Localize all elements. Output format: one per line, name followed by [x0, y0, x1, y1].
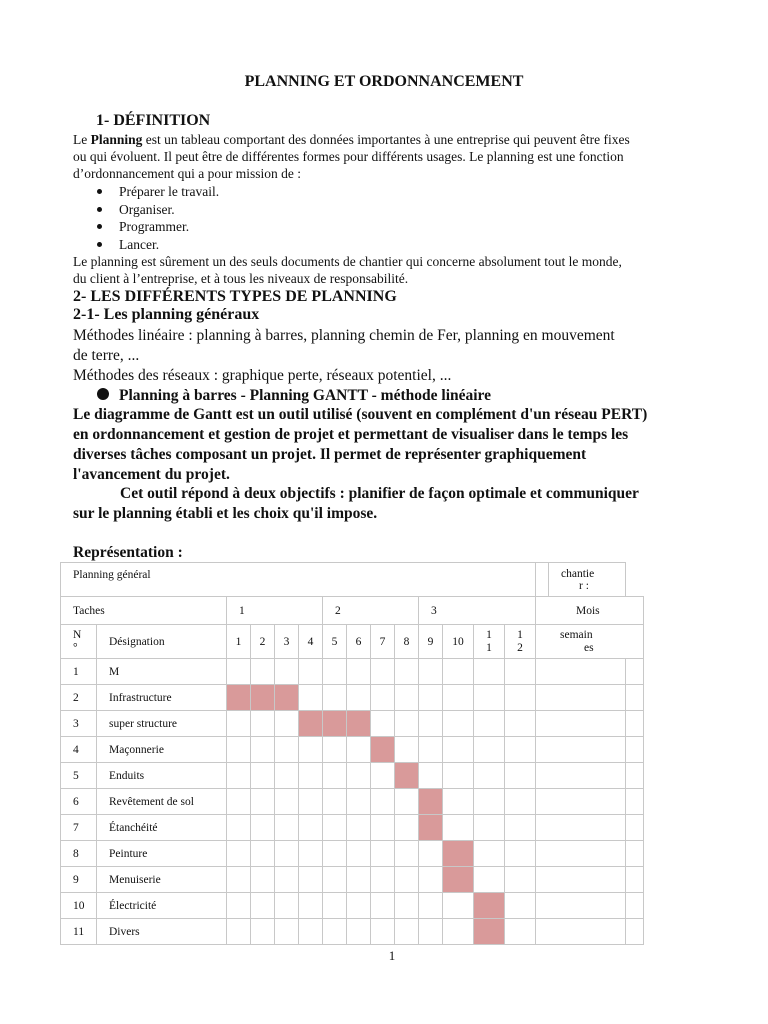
gantt-bar-cell	[419, 815, 443, 841]
definition-line-2: ou qui évoluent. Il peut être de différentes formes pour différents usages. Le planning est une fonction	[73, 149, 624, 164]
gantt-bar-cell	[474, 893, 505, 919]
gantt-cell	[323, 815, 347, 841]
gantt-cell	[443, 763, 474, 789]
bullet-item: Préparer le travail.	[97, 183, 219, 200]
planning-general-cell: Planning général	[61, 563, 536, 597]
gantt-cell	[419, 737, 443, 763]
gantt-cell	[474, 763, 505, 789]
gantt-cell	[251, 789, 275, 815]
gantt-cell	[371, 867, 395, 893]
week-header: 4	[299, 625, 323, 659]
gantt-cell	[275, 763, 299, 789]
gantt-cell	[536, 867, 626, 893]
month-header: 1	[227, 597, 323, 625]
task-name: M	[97, 659, 227, 685]
gantt-table	[60, 562, 644, 945]
methods-line: Méthodes des réseaux : graphique perte, réseaux potentiel, ...	[73, 367, 452, 384]
gantt-cell	[395, 711, 419, 737]
gantt-cell	[395, 867, 419, 893]
gantt-cell	[474, 685, 505, 711]
gantt-cell	[299, 685, 323, 711]
objectives-line: sur le planning établi et les choix qu'il impose.	[73, 505, 378, 522]
gantt-cell	[299, 789, 323, 815]
gantt-cell	[536, 893, 626, 919]
gantt-body	[61, 659, 644, 945]
week-header: 8	[395, 625, 419, 659]
gantt-cell	[227, 737, 251, 763]
gantt-cell	[626, 841, 644, 867]
gantt-cell	[299, 893, 323, 919]
gantt-cell	[474, 841, 505, 867]
gantt-cell	[275, 919, 299, 945]
gantt-cell	[275, 893, 299, 919]
gantt-cell	[371, 815, 395, 841]
gantt-cell	[227, 893, 251, 919]
task-number: 2	[61, 685, 97, 711]
task-number: 1	[61, 659, 97, 685]
gantt-cell	[626, 867, 644, 893]
gantt-cell	[395, 841, 419, 867]
gantt-paragraph-line: diverses tâches composant un projet. Il permet de représenter graphiquement	[73, 446, 587, 463]
gantt-cell	[395, 737, 419, 763]
gantt-heading: Planning à barres - Planning GANTT - méthode linéaire	[97, 386, 491, 406]
section-1-heading: 1- DÉFINITION	[96, 112, 211, 129]
gantt-cell	[275, 711, 299, 737]
table-week-row	[61, 625, 644, 659]
task-number: 9	[61, 867, 97, 893]
gantt-bar-cell	[227, 685, 251, 711]
gantt-cell	[299, 763, 323, 789]
task-name: Peinture	[97, 841, 227, 867]
definition-line-1: Le Planning est un tableau comportant des données importantes à une entreprise qui peuvent être fixes	[73, 132, 630, 147]
gantt-cell	[474, 815, 505, 841]
week-header: 1	[227, 625, 251, 659]
number-header: N °	[61, 625, 97, 659]
week-header: 7	[371, 625, 395, 659]
bullet-icon	[97, 242, 102, 247]
task-number: 6	[61, 789, 97, 815]
gantt-cell	[275, 841, 299, 867]
table-row	[61, 893, 644, 919]
month-header: 2	[323, 597, 419, 625]
gantt-cell	[419, 893, 443, 919]
section-2-heading: 2- LES DIFFÉRENTS TYPES DE PLANNING	[73, 288, 397, 305]
gantt-cell	[251, 737, 275, 763]
gantt-bar-cell	[474, 919, 505, 945]
gantt-cell	[323, 763, 347, 789]
gantt-cell	[371, 711, 395, 737]
gantt-cell	[371, 789, 395, 815]
gantt-cell	[443, 789, 474, 815]
gantt-cell	[251, 763, 275, 789]
gantt-cell	[626, 815, 644, 841]
table-row	[61, 659, 644, 685]
gantt-bar-cell	[395, 763, 419, 789]
week-header: 10	[443, 625, 474, 659]
gantt-cell	[347, 919, 371, 945]
gantt-cell	[419, 685, 443, 711]
gantt-cell	[626, 711, 644, 737]
task-name: super structure	[97, 711, 227, 737]
gantt-cell	[323, 919, 347, 945]
gantt-cell	[536, 737, 626, 763]
gantt-bar-cell	[275, 685, 299, 711]
gantt-cell	[505, 763, 536, 789]
gantt-cell	[371, 685, 395, 711]
table-row	[61, 789, 644, 815]
week-header: 1 1	[474, 625, 505, 659]
methods-line: Méthodes linéaire : planning à barres, planning chemin de Fer, planning en mouvement	[73, 327, 615, 344]
gantt-cell	[419, 763, 443, 789]
semaines-header: semain es	[536, 625, 644, 659]
gantt-cell	[474, 711, 505, 737]
week-header: 5	[323, 625, 347, 659]
gantt-cell	[371, 841, 395, 867]
gantt-cell	[536, 659, 626, 685]
table-row	[61, 737, 644, 763]
gantt-bar-cell	[299, 711, 323, 737]
task-number: 4	[61, 737, 97, 763]
gantt-cell	[371, 763, 395, 789]
gantt-cell	[505, 815, 536, 841]
week-header: 9	[419, 625, 443, 659]
page-title: PLANNING ET ORDONNANCEMENT	[244, 73, 524, 90]
gantt-cell	[347, 867, 371, 893]
gantt-cell	[395, 815, 419, 841]
month-header: 3	[419, 597, 536, 625]
planning-term: Planning	[90, 132, 143, 147]
bullet-item: Lancer.	[97, 236, 159, 253]
gantt-cell	[443, 815, 474, 841]
gantt-cell	[347, 659, 371, 685]
gantt-cell	[626, 685, 644, 711]
gantt-cell	[371, 659, 395, 685]
table-row	[61, 867, 644, 893]
gantt-cell	[419, 711, 443, 737]
task-name: Maçonnerie	[97, 737, 227, 763]
gantt-cell	[299, 815, 323, 841]
week-header: 6	[347, 625, 371, 659]
gantt-cell	[371, 919, 395, 945]
bullet-icon	[97, 388, 109, 400]
gantt-cell	[626, 763, 644, 789]
task-name: Électricité	[97, 893, 227, 919]
methods-line: de terre, ...	[73, 347, 140, 364]
gantt-cell	[347, 893, 371, 919]
gantt-cell	[251, 893, 275, 919]
objectives-line: Cet outil répond à deux objectifs : planifier de façon optimale et communiquer	[120, 485, 639, 502]
gantt-cell	[536, 841, 626, 867]
bullet-icon	[97, 189, 102, 194]
gantt-cell	[347, 789, 371, 815]
gantt-cell	[443, 685, 474, 711]
gantt-cell	[536, 789, 626, 815]
gantt-cell	[251, 815, 275, 841]
gantt-cell	[505, 659, 536, 685]
representation-label: Représentation :	[73, 544, 183, 561]
task-number: 10	[61, 893, 97, 919]
gantt-cell	[443, 919, 474, 945]
gantt-cell	[395, 659, 419, 685]
gantt-cell	[474, 789, 505, 815]
gantt-cell	[251, 659, 275, 685]
gantt-cell	[395, 685, 419, 711]
gantt-cell	[536, 919, 626, 945]
gantt-cell	[626, 659, 644, 685]
gantt-cell	[443, 893, 474, 919]
table-row	[61, 815, 644, 841]
task-name: Revêtement de sol	[97, 789, 227, 815]
gantt-cell	[275, 815, 299, 841]
gantt-cell	[626, 737, 644, 763]
gantt-cell	[443, 711, 474, 737]
task-name: Divers	[97, 919, 227, 945]
gantt-cell	[275, 789, 299, 815]
gantt-cell	[227, 867, 251, 893]
gantt-cell	[505, 789, 536, 815]
gantt-cell	[275, 659, 299, 685]
gantt-cell	[299, 659, 323, 685]
bullet-item: Programmer.	[97, 218, 189, 235]
gantt-cell	[536, 763, 626, 789]
gantt-cell	[323, 841, 347, 867]
gantt-cell	[227, 763, 251, 789]
table-row	[61, 841, 644, 867]
gantt-cell	[474, 867, 505, 893]
gantt-paragraph-line: en ordonnancement et gestion de projet et permettant de visualiser dans le temps les	[73, 426, 629, 443]
gantt-cell	[227, 711, 251, 737]
gantt-cell	[395, 893, 419, 919]
table-row	[61, 685, 644, 711]
gantt-cell	[347, 685, 371, 711]
gantt-cell	[299, 841, 323, 867]
gantt-cell	[371, 893, 395, 919]
gantt-cell	[227, 919, 251, 945]
gantt-cell	[323, 789, 347, 815]
gantt-cell	[323, 737, 347, 763]
gantt-cell	[443, 659, 474, 685]
task-number: 11	[61, 919, 97, 945]
gantt-cell	[251, 919, 275, 945]
gantt-cell	[299, 867, 323, 893]
gantt-cell	[227, 815, 251, 841]
gantt-cell	[536, 685, 626, 711]
gantt-bar-cell	[419, 789, 443, 815]
table-row	[61, 711, 644, 737]
gantt-bar-cell	[323, 711, 347, 737]
gantt-cell	[505, 841, 536, 867]
gantt-cell	[505, 867, 536, 893]
week-header: 1 2	[505, 625, 536, 659]
definition-line-3: d’ordonnancement qui a pour mission de :	[73, 166, 301, 181]
gantt-paragraph-line: Le diagramme de Gantt est un outil utilisé (souvent en complément d'un réseau PERT)	[73, 406, 648, 423]
gantt-cell	[505, 893, 536, 919]
gantt-bar-cell	[251, 685, 275, 711]
table-header-row	[61, 563, 644, 597]
gantt-cell	[347, 737, 371, 763]
gantt-cell	[626, 789, 644, 815]
task-name: Infrastructure	[97, 685, 227, 711]
gantt-cell	[505, 685, 536, 711]
task-number: 3	[61, 711, 97, 737]
gantt-cell	[323, 867, 347, 893]
table-row	[61, 919, 644, 945]
week-header: 3	[275, 625, 299, 659]
bullet-icon	[97, 224, 102, 229]
chantier-cell: chantie r :	[549, 563, 626, 597]
gantt-cell	[299, 737, 323, 763]
gantt-cell	[395, 789, 419, 815]
gantt-cell	[227, 659, 251, 685]
gantt-cell	[419, 919, 443, 945]
gantt-cell	[275, 737, 299, 763]
bullet-item: Organiser.	[97, 201, 175, 218]
taches-header: Taches	[61, 597, 227, 625]
gantt-bar-cell	[347, 711, 371, 737]
gantt-cell	[251, 711, 275, 737]
task-number: 8	[61, 841, 97, 867]
task-name: Enduits	[97, 763, 227, 789]
gantt-bar-cell	[443, 841, 474, 867]
gantt-cell	[443, 737, 474, 763]
table-row	[61, 763, 644, 789]
gantt-cell	[419, 841, 443, 867]
gantt-cell	[347, 763, 371, 789]
table-month-row	[61, 597, 644, 625]
gantt-cell	[395, 919, 419, 945]
gantt-bar-cell	[371, 737, 395, 763]
gantt-cell	[474, 659, 505, 685]
gantt-cell	[227, 841, 251, 867]
gantt-cell	[505, 737, 536, 763]
gantt-cell	[626, 919, 644, 945]
gantt-cell	[347, 841, 371, 867]
gantt-cell	[347, 815, 371, 841]
gantt-cell	[505, 919, 536, 945]
task-name: Menuiserie	[97, 867, 227, 893]
bullet-icon	[97, 207, 102, 212]
page-number: 1	[388, 948, 396, 963]
gantt-paragraph-line: l'avancement du projet.	[73, 466, 230, 483]
gantt-cell	[275, 867, 299, 893]
gantt-cell	[323, 893, 347, 919]
task-number: 5	[61, 763, 97, 789]
mois-header: Mois	[536, 597, 644, 625]
gantt-cell	[227, 789, 251, 815]
gantt-cell	[323, 659, 347, 685]
gantt-cell	[299, 919, 323, 945]
gantt-bar-cell	[443, 867, 474, 893]
subsection-heading: 2-1- Les planning généraux	[73, 306, 260, 323]
paragraph-line: du client à l’entreprise, et à tous les niveaux de responsabilité.	[73, 271, 409, 286]
designation-header: Désignation	[97, 625, 227, 659]
task-number: 7	[61, 815, 97, 841]
week-header: 2	[251, 625, 275, 659]
gantt-cell	[505, 711, 536, 737]
gantt-cell	[323, 685, 347, 711]
gantt-cell	[251, 867, 275, 893]
gantt-cell	[419, 659, 443, 685]
task-name: Étanchéité	[97, 815, 227, 841]
gantt-cell	[419, 867, 443, 893]
gantt-cell	[626, 893, 644, 919]
paragraph-line: Le planning est sûrement un des seuls documents de chantier qui concerne absolument tout le monde,	[73, 254, 622, 269]
gantt-cell	[251, 841, 275, 867]
gantt-cell	[536, 711, 626, 737]
gantt-cell	[536, 815, 626, 841]
gantt-cell	[474, 737, 505, 763]
